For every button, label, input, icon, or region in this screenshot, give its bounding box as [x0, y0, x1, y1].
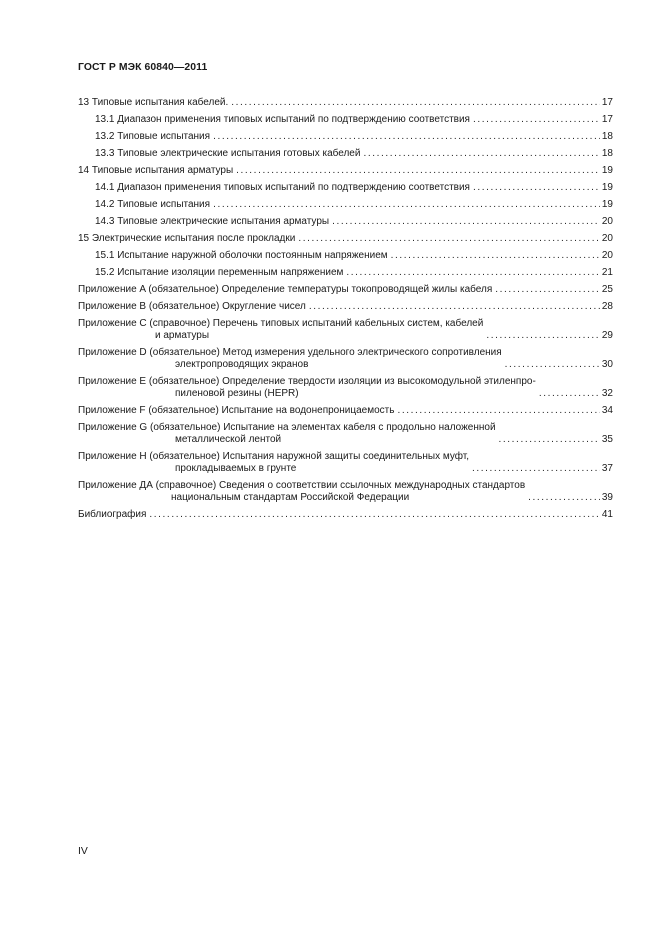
toc-entry-title — [78, 233, 295, 245]
toc-page-number: 34 — [601, 405, 613, 416]
toc-entry[interactable] — [78, 475, 613, 504]
toc-entry-title-line: Приложение H (обязательное) Испытания наружной защиты соединительных муфт, — [78, 451, 469, 462]
toc-leader-dots — [473, 182, 600, 194]
toc-entry-title-line: 15 Электрические испытания после прокладки — [78, 233, 296, 244]
toc-leader-dots — [472, 463, 600, 475]
toc-entry[interactable] — [78, 313, 613, 342]
toc-page-number: 25 — [601, 284, 613, 295]
toc-page-number: 21 — [601, 267, 613, 278]
toc-entry-title — [95, 216, 329, 228]
toc-leader-dots — [309, 301, 600, 313]
toc-page-number: 19 — [601, 199, 613, 210]
toc-entry-title-continuation: и арматуры — [155, 330, 210, 341]
toc-entry-title-line: Библиография — [78, 509, 147, 520]
toc-entry[interactable] — [78, 400, 613, 417]
toc-entry-title-line: Приложение G (обязательное) Испытание на элементах кабеля с продольно наложенной — [78, 422, 496, 433]
toc-entry-title — [78, 347, 502, 371]
toc-entry-title-continuation: прокладываемых в грунте — [175, 463, 297, 474]
toc-entry-title — [78, 405, 394, 417]
toc-leader-dots — [298, 233, 600, 245]
toc-entry[interactable] — [78, 194, 613, 211]
toc-entry-title-line: 15.2 Испытание изоляции переменным напряжением — [95, 267, 344, 278]
toc-entry-title-line: 14.3 Типовые электрические испытания арматуры — [95, 216, 330, 227]
toc-entry-title-line: Приложение B (обязательное) Округление чисел — [78, 301, 306, 312]
toc-entry[interactable] — [78, 228, 613, 245]
toc-entry-title-line: 13.3 Типовые электрические испытания готовых кабелей — [95, 148, 361, 159]
toc-entry-title — [78, 422, 496, 446]
toc-page-number: 19 — [601, 165, 613, 176]
toc-page-number: 20 — [601, 216, 613, 227]
page-header-title: ГОСТ Р МЭК 60840—2011 — [78, 62, 208, 73]
toc-entry[interactable] — [78, 143, 613, 160]
toc-page-number: 17 — [601, 114, 613, 125]
toc-entry-title — [78, 376, 536, 400]
toc-entry-title — [78, 97, 228, 109]
toc-leader-dots — [539, 388, 600, 400]
toc-page-number: 39 — [601, 492, 613, 503]
toc-leader-dots — [495, 284, 600, 296]
toc-entry[interactable] — [78, 371, 613, 400]
toc-entry-title-line: Приложение E (обязательное) Определение твердости изоляции из высокомодульной этиленпро- — [78, 376, 536, 387]
toc-entry-title — [78, 301, 306, 313]
toc-leader-dots — [473, 114, 600, 126]
toc-leader-dots — [149, 509, 599, 521]
toc-entry-title-continuation: национальным стандартам Российской Федерации — [171, 492, 410, 503]
toc-entry-title — [95, 131, 210, 143]
toc-page-number: 20 — [601, 233, 613, 244]
toc-entry-title — [95, 182, 470, 194]
toc-entry-title-line: Приложение D (обязательное) Метод измерения удельного электрического сопротивления — [78, 347, 502, 358]
toc-page-number: 37 — [601, 463, 613, 474]
toc-entry[interactable] — [78, 109, 613, 126]
toc-page-number: 32 — [601, 388, 613, 399]
toc-entry-title-line: Приложение A (обязательное) Определение температуры токопроводящей жилы кабеля — [78, 284, 493, 295]
toc-leader-dots — [505, 359, 600, 371]
toc-page-number: 17 — [601, 97, 613, 108]
toc-entry-title-line: 14.1 Диапазон применения типовых испытаний по подтверждению соответствия — [95, 182, 470, 193]
toc-page-number: 18 — [601, 131, 613, 142]
toc-leader-dots — [231, 97, 600, 109]
toc-entry[interactable] — [78, 446, 613, 475]
toc-leader-dots — [391, 250, 600, 262]
toc-entry[interactable] — [78, 262, 613, 279]
toc-page-number: 41 — [601, 509, 613, 520]
toc-entry-title-line: Приложение F (обязательное) Испытание на водонепроницаемость — [78, 405, 395, 416]
toc-entry[interactable] — [78, 92, 613, 109]
toc-entry-title — [78, 451, 469, 475]
toc-page-number: 20 — [601, 250, 613, 261]
toc-entry-title — [95, 114, 470, 126]
toc-entry-title-continuation: электропроводящих экранов — [175, 359, 309, 370]
toc-leader-dots — [332, 216, 600, 228]
toc-entry-title — [78, 480, 525, 504]
toc-entry-title — [78, 165, 233, 177]
toc-page-number: 18 — [601, 148, 613, 159]
toc-entry-title — [78, 318, 483, 342]
toc-entry[interactable] — [78, 160, 613, 177]
toc-entry-title — [78, 509, 146, 521]
toc-entry-title-line: 13 Типовые испытания кабелей. — [78, 97, 229, 108]
toc-entry-title-line: 14.2 Типовые испытания — [95, 199, 211, 210]
toc-entry-title — [95, 250, 388, 262]
toc-entry-title-line: 13.2 Типовые испытания — [95, 131, 211, 142]
toc-entry-title-continuation: металлической лентой — [175, 434, 282, 445]
toc-entry-title — [95, 148, 360, 160]
toc-entry[interactable] — [78, 279, 613, 296]
toc-leader-dots — [486, 330, 600, 342]
page-number-roman: IV — [78, 846, 88, 857]
toc-entry-title-line: 15.1 Испытание наружной оболочки постоянным напряжением — [95, 250, 388, 261]
toc-entry-title-line: Приложение C (справочное) Перечень типовых испытаний кабельных систем, кабелей — [78, 318, 484, 329]
toc-entry[interactable] — [78, 296, 613, 313]
toc-entry-title — [95, 267, 343, 279]
toc-entry-title — [78, 284, 492, 296]
toc-entry[interactable] — [78, 342, 613, 371]
toc-leader-dots — [236, 165, 600, 177]
toc-leader-dots — [346, 267, 599, 279]
toc-entry-title-continuation: пиленовой резины (HEPR) — [175, 388, 299, 399]
toc-entry-title-line: 13.1 Диапазон применения типовых испытаний по подтверждению соответствия — [95, 114, 470, 125]
toc-entry-title-line: 14 Типовые испытания арматуры — [78, 165, 234, 176]
toc-entry[interactable] — [78, 245, 613, 262]
toc-page-number: 30 — [601, 359, 613, 370]
toc-leader-dots — [528, 492, 600, 504]
toc-entry[interactable] — [78, 126, 613, 143]
table-of-contents — [78, 92, 613, 521]
toc-entry-title-line: Приложение ДА (справочное) Сведения о соответствии ссылочных международных стандартов — [78, 480, 526, 491]
toc-entry[interactable] — [78, 504, 613, 521]
toc-page-number: 35 — [601, 434, 613, 445]
toc-leader-dots — [213, 131, 600, 143]
toc-entry[interactable] — [78, 177, 613, 194]
toc-page-number: 19 — [601, 182, 613, 193]
toc-page-number: 28 — [601, 301, 613, 312]
toc-leader-dots — [499, 434, 600, 446]
toc-entry[interactable] — [78, 417, 613, 446]
toc-page-number: 29 — [601, 330, 613, 341]
toc-entry-title — [95, 199, 210, 211]
toc-entry[interactable] — [78, 211, 613, 228]
toc-leader-dots — [363, 148, 599, 160]
toc-leader-dots — [397, 405, 599, 417]
toc-leader-dots — [213, 199, 600, 211]
